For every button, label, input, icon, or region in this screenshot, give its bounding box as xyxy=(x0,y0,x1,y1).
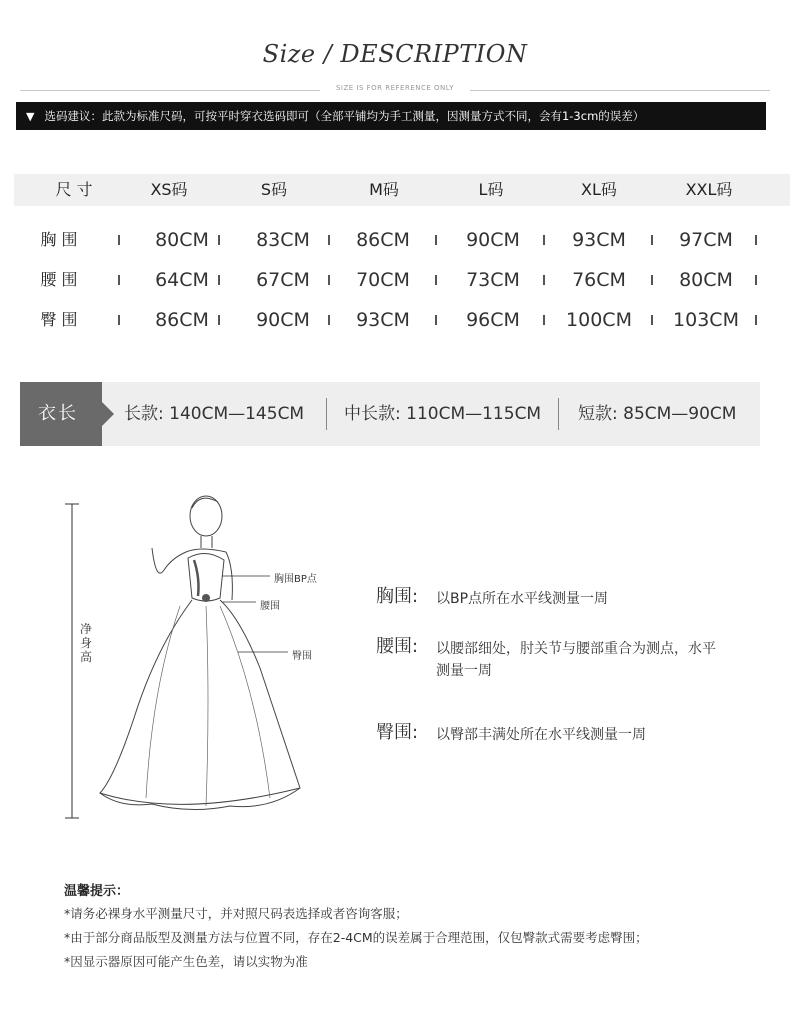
table-row xyxy=(14,220,790,260)
column-separator xyxy=(118,315,120,325)
row-label-waist: 腰 围 xyxy=(40,270,78,289)
definition-text: 以腰部细处，肘关节与腰部重合为测点，水平测量一周 xyxy=(436,641,716,679)
column-separator xyxy=(218,235,220,245)
measurement-figure xyxy=(60,488,340,828)
table-cell: 80CM xyxy=(155,229,209,251)
callout-hip: 臀围 xyxy=(292,651,312,662)
length-divider xyxy=(558,398,559,430)
table-cell: 90CM xyxy=(256,309,310,331)
table-cell: 100CM xyxy=(566,309,632,331)
table-cell: 86CM xyxy=(155,309,209,331)
page-title: Size / DESCRIPTION xyxy=(262,40,528,68)
table-cell: 96CM xyxy=(466,309,520,331)
tips-title: 温馨提示： xyxy=(64,884,130,899)
table-cell: 97CM xyxy=(679,229,733,251)
length-option-long: 长款: 140CM—145CM xyxy=(124,404,305,424)
callout-bust-bp: 胸围BP点 xyxy=(274,574,317,585)
size-table-header xyxy=(14,174,790,206)
table-row xyxy=(14,300,790,340)
table-cell: 103CM xyxy=(673,309,739,331)
size-table xyxy=(14,174,790,340)
table-cell: 67CM xyxy=(256,269,310,291)
column-separator xyxy=(755,275,757,285)
column-header-s: S码 xyxy=(260,180,288,199)
row-label-bust: 胸 围 xyxy=(40,230,78,249)
table-row xyxy=(14,260,790,300)
page-subtitle: SIZE IS FOR REFERENCE ONLY xyxy=(335,84,455,92)
tip-item: *由于部分商品版型及测量方法与位置不同，存在2-4CM的误差属于合理范围，仅包臀款式需要考虑臀围； xyxy=(64,930,648,945)
definition-term: 臀围: xyxy=(376,722,419,743)
tips-section xyxy=(64,882,764,974)
height-label: 净身高 xyxy=(80,622,93,664)
column-separator xyxy=(755,235,757,245)
definition-text: 以臀部丰满处所在水平线测量一周 xyxy=(436,727,646,743)
table-cell: 93CM xyxy=(356,309,410,331)
definition-term: 腰围: xyxy=(376,636,419,657)
column-separator xyxy=(435,235,437,245)
table-cell: 80CM xyxy=(679,269,733,291)
column-separator xyxy=(755,315,757,325)
column-separator xyxy=(118,235,120,245)
column-separator xyxy=(118,275,120,285)
table-cell: 90CM xyxy=(466,229,520,251)
column-header-m: M码 xyxy=(369,180,399,199)
table-cell: 73CM xyxy=(466,269,520,291)
length-option-short: 短款: 85CM—90CM xyxy=(578,404,737,424)
table-cell: 86CM xyxy=(356,229,410,251)
column-separator xyxy=(435,315,437,325)
size-advice-bar xyxy=(16,102,766,130)
column-header-xl: XL码 xyxy=(581,180,617,199)
column-header-xs: XS码 xyxy=(150,180,188,199)
column-separator xyxy=(435,275,437,285)
garment-length-tag: 衣长 xyxy=(20,382,102,446)
definition-term: 胸围: xyxy=(376,586,419,607)
callout-waist: 腰围 xyxy=(260,601,280,612)
size-advice-text: 选码建议：此款为标准尺码，可按平时穿衣选码即可（全部平铺均为手工测量，因测量方式不同，会有1-3cm的误差） xyxy=(44,109,645,123)
column-separator xyxy=(218,275,220,285)
table-cell: 93CM xyxy=(572,229,626,251)
tip-item: *因显示器原因可能产生色差，请以实物为准 xyxy=(64,954,308,969)
garment-length-bar xyxy=(20,382,760,446)
table-cell: 76CM xyxy=(572,269,626,291)
column-header-xxl: XXL码 xyxy=(685,180,733,199)
row-label-hip: 臀 围 xyxy=(40,310,78,329)
length-option-midi: 中长款: 110CM—115CM xyxy=(344,404,542,424)
triangle-down-icon: ▼ xyxy=(26,110,35,123)
length-divider xyxy=(326,398,327,430)
tip-item: *请务必裸身水平测量尺寸，并对照尺码表选择或者咨询客服； xyxy=(64,906,408,921)
column-header-l: L码 xyxy=(478,180,504,199)
column-header-size: 尺 寸 xyxy=(55,180,93,199)
definition-text: 以BP点所在水平线测量一周 xyxy=(436,591,609,607)
table-cell: 83CM xyxy=(256,229,310,251)
table-cell: 64CM xyxy=(155,269,209,291)
table-cell: 70CM xyxy=(356,269,410,291)
column-separator xyxy=(218,315,220,325)
